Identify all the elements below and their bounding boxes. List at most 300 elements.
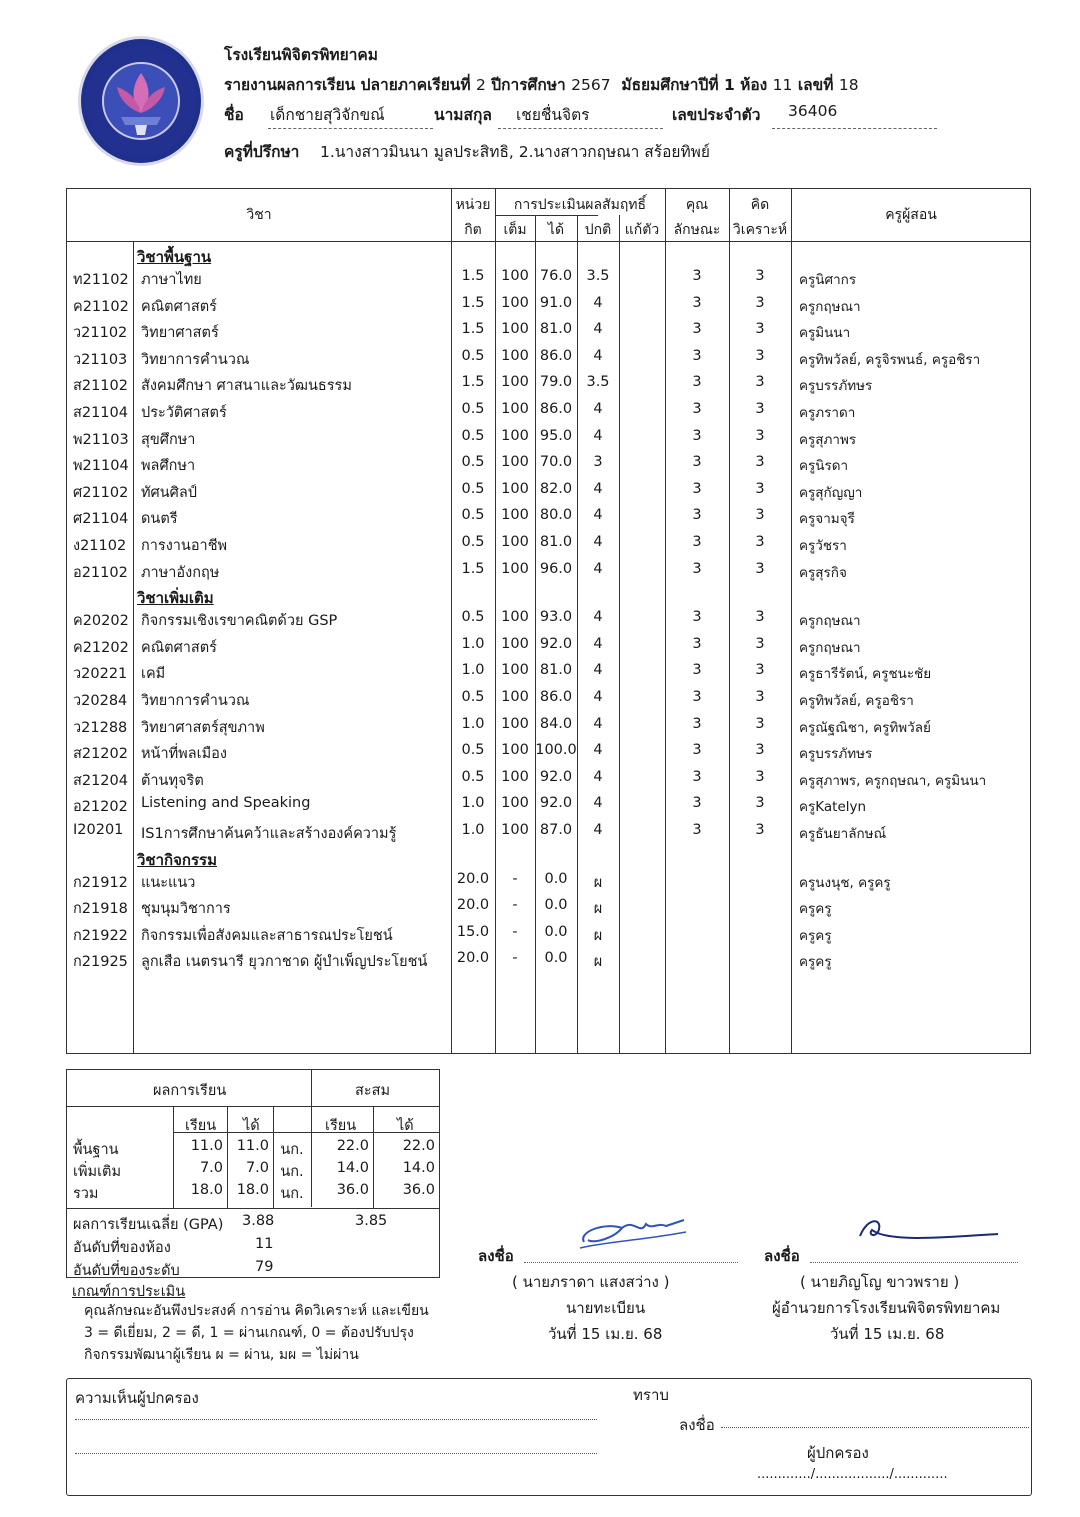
cell-grade: 4 (593, 347, 603, 364)
cell-grade: 4 (593, 715, 603, 732)
director-name: ( นายภิญโญ ขาวพราย ) (800, 1273, 960, 1291)
cell-char: 3 (692, 662, 702, 679)
cell-credit: 0.5 (461, 401, 485, 417)
summary-box (66, 1069, 440, 1278)
parent-comment-line-2[interactable] (75, 1453, 597, 1454)
cell-credit: 0.5 (461, 742, 485, 759)
cell-code: ส21204 (73, 772, 128, 789)
cell-think: 3 (755, 689, 765, 705)
student-surname: เชยชื่นจิตร (516, 106, 590, 124)
cell-teacher: ครูสุภาพร, ครูกฤษณา, ครูมินนา (799, 772, 987, 789)
cell-teacher: ครูณัฐณิชา, ครูทิพวัลย์ (799, 719, 931, 736)
cum-study-label: เรียน (325, 1118, 357, 1134)
cell-name: IS1การศึกษาค้นคว้าและสร้างองค์ความรู้ (141, 826, 397, 842)
table-row (67, 686, 1030, 712)
level-label: มัธยมศึกษาปีที่ (621, 76, 719, 94)
cell-teacher: ครูกฤษณา (799, 613, 861, 630)
parent-sign-line[interactable] (721, 1427, 1029, 1428)
header-assessment: การประเมินผลสัมฤทธิ์ (513, 197, 647, 213)
cell-name: วิทยาศาสตร์ (141, 325, 219, 342)
cell-char: 3 (692, 534, 702, 550)
cell-full: 100 (501, 742, 529, 759)
name-dotted-line (268, 128, 433, 129)
cell-char: 3 (692, 560, 702, 577)
cell-name: กิจกรรมเพื่อสังคมและสาธารณประโยชน์ (141, 927, 393, 944)
header-teacher: ครูผู้สอน (885, 207, 937, 223)
id-dotted-line (772, 128, 937, 129)
cell-think: 3 (755, 347, 765, 364)
cell-full: - (512, 923, 518, 940)
summary-cum-study-value: 14.0 (336, 1160, 369, 1176)
cell-got: 0.0 (544, 923, 568, 940)
registrar-signature-icon (574, 1212, 690, 1254)
cell-got: 76.0 (539, 268, 573, 284)
cell-grade: ผ (593, 954, 603, 971)
cell-got: 95.0 (539, 427, 573, 444)
cell-got: 100.0 (535, 742, 577, 759)
cell-credit: 1.5 (461, 321, 485, 338)
cell-name: ต้านทุจริต (141, 772, 204, 789)
parent-comment-box (66, 1378, 1032, 1496)
header-char-2: ลักษณะ (673, 222, 721, 238)
section-title: วิชาพื้นฐาน (137, 248, 212, 266)
cell-name: ลูกเสือ เนตรนารี ยุวกาชาด ผู้บำเพ็ญประโยชน์ (141, 954, 428, 971)
table-row (67, 265, 1030, 291)
cell-got: 86.0 (539, 401, 573, 417)
cell-code: ก21918 (73, 901, 128, 918)
cell-char: 3 (692, 715, 702, 732)
cell-credit: 0.5 (461, 454, 485, 471)
director-sign-line (810, 1262, 1018, 1263)
table-row (67, 633, 1030, 659)
table-row (67, 606, 1030, 632)
cell-code: ก21925 (73, 954, 128, 971)
cell-name: ชุมนุมวิชาการ (141, 901, 231, 918)
cell-grade: ผ (593, 901, 603, 918)
cell-got: 86.0 (539, 347, 573, 364)
summary-cum-study-value: 36.0 (336, 1182, 369, 1198)
table-row (67, 371, 1030, 397)
cell-teacher: ครูจามจุรี (799, 511, 855, 528)
cell-credit: 20.0 (456, 950, 490, 967)
cell-credit: 1.5 (461, 374, 485, 391)
cell-name: ภาษาอังกฤษ (141, 564, 220, 581)
cell-think: 3 (755, 795, 765, 812)
cell-char: 3 (692, 374, 702, 391)
cell-grade: 4 (593, 294, 603, 311)
summary-row-label: เพิ่มเติม (73, 1164, 122, 1180)
cell-char: 3 (692, 635, 702, 652)
cell-teacher: ครูสุกัญญา (799, 484, 863, 501)
cell-code: ก21912 (73, 874, 128, 891)
cell-char: 3 (692, 427, 702, 444)
cell-got: 79.0 (539, 374, 573, 391)
cell-name: สุขศึกษา (141, 431, 196, 448)
cell-code: ค21202 (73, 639, 129, 656)
cell-grade: 4 (593, 689, 603, 705)
cell-code: ค20202 (73, 613, 129, 630)
number-label: เลขที่ (797, 76, 834, 94)
cell-teacher: ครูครู (799, 954, 832, 971)
header-fix: แก้ตัว (624, 222, 660, 238)
director-date: วันที่ 15 เม.ย. 68 (830, 1325, 945, 1343)
cell-credit: 0.5 (461, 507, 485, 524)
summary-unit: นก. (280, 1142, 304, 1158)
cell-grade: 4 (593, 560, 603, 577)
header-subject: วิชา (246, 207, 272, 223)
cell-code: ง21102 (73, 538, 127, 554)
header-char-1: คุณ (685, 197, 709, 213)
parent-date-line[interactable]: ............./................../............. (757, 1467, 948, 1482)
cell-name: ดนตรี (141, 511, 178, 528)
cell-credit: 20.0 (456, 897, 490, 914)
cell-grade: 4 (593, 480, 603, 497)
cell-got: 0.0 (544, 950, 568, 967)
cell-full: 100 (501, 534, 529, 550)
section-title: วิชากิจกรรม (137, 850, 217, 869)
cumulative-label: สะสม (355, 1083, 391, 1099)
cell-think: 3 (755, 560, 765, 577)
cell-name: วิทยาการคำนวณ (141, 351, 250, 368)
table-row (67, 659, 1030, 685)
cell-teacher: ครูKatelyn (799, 799, 867, 816)
cell-code: ส21104 (73, 405, 128, 421)
cell-code: อ21102 (73, 564, 128, 581)
cell-code: ว21103 (73, 351, 128, 368)
cell-got: 82.0 (539, 480, 573, 497)
table-row (67, 292, 1030, 318)
cell-grade: 4 (593, 662, 603, 679)
table-row (67, 792, 1030, 818)
cell-think: 3 (755, 321, 765, 338)
parent-ack-label: ทราบ (633, 1386, 669, 1404)
cell-got: 86.0 (539, 689, 573, 705)
cell-teacher: ครูนิรดา (799, 458, 849, 475)
name-label: ชื่อ (224, 106, 244, 124)
header-credit-2: กิต (464, 222, 482, 238)
cell-name: ทัศนศิลป์ (141, 484, 197, 501)
table-row (67, 713, 1030, 739)
cell-think: 3 (755, 742, 765, 759)
advisor-names: 1.นางสาวมินนา มูลประสิทธิ, 2.นางสาวกฤษณา สร้อยทิพย์ (320, 143, 710, 161)
cell-got: 92.0 (539, 768, 573, 785)
cell-grade: 4 (593, 534, 603, 550)
summary-got-value: 7.0 (245, 1160, 269, 1176)
cell-credit: 0.5 (461, 534, 485, 550)
cell-grade: 4 (593, 822, 603, 838)
rank-room-label: อันดับที่ของห้อง (73, 1240, 171, 1256)
table-row (67, 318, 1030, 344)
got-label: ได้ (243, 1118, 260, 1134)
cell-name: กิจกรรมเชิงเรขาคณิตด้วย GSP (141, 613, 338, 630)
cell-teacher: ครูสุภาพร (799, 431, 857, 448)
cell-full: 100 (501, 294, 529, 311)
cell-name: ประวัติศาสตร์ (141, 405, 227, 421)
cell-credit: 0.5 (461, 768, 485, 785)
number-value: 18 (838, 76, 859, 94)
table-row (67, 504, 1030, 530)
registrar-name: ( นายภราดา แสงสว่าง ) (512, 1273, 670, 1291)
cell-code: ค21102 (73, 298, 129, 315)
cell-full: 100 (501, 427, 529, 444)
cell-name: พลศึกษา (141, 458, 196, 475)
header-bottom-line (67, 241, 1030, 242)
cell-char: 3 (692, 768, 702, 785)
director-sign-text: ลงชื่อ (764, 1247, 800, 1265)
parent-comment-line-1[interactable] (75, 1419, 597, 1420)
cell-credit: 0.5 (461, 609, 485, 626)
school-name: โรงเรียนพิจิตรพิทยาคม (224, 46, 379, 64)
cell-got: 80.0 (539, 507, 573, 524)
cell-full: 100 (501, 715, 529, 732)
results-label: ผลการเรียน (153, 1083, 227, 1099)
cell-credit: 0.5 (461, 347, 485, 364)
summary-got-value: 18.0 (236, 1182, 269, 1198)
cell-grade: 4 (593, 768, 603, 785)
surname-dotted-line (498, 128, 663, 129)
cell-think: 3 (755, 427, 765, 444)
cell-full: 100 (501, 321, 529, 338)
cell-think: 3 (755, 534, 765, 550)
student-id-label: เลขประจำตัว (672, 106, 761, 124)
level-value: 1 (723, 76, 735, 94)
cell-grade: 3 (593, 454, 603, 471)
header-got: ได้ (547, 222, 565, 238)
header-think-1: คิด (750, 197, 770, 213)
cell-char: 3 (692, 689, 702, 705)
cell-think: 3 (755, 507, 765, 524)
cell-teacher: ครูบรรภัทษร (799, 746, 873, 763)
cell-think: 3 (755, 454, 765, 471)
cell-full: 100 (501, 662, 529, 679)
cell-got: 84.0 (539, 715, 573, 732)
cell-name: แนะแนว (141, 874, 196, 891)
cell-got: 0.0 (544, 870, 568, 887)
rank-level-value: 79 (255, 1259, 274, 1275)
cell-char: 3 (692, 795, 702, 812)
cell-teacher: ครูครู (799, 927, 832, 944)
summary-cum-got-value: 22.0 (402, 1138, 435, 1154)
study-label: เรียน (185, 1118, 217, 1134)
cell-credit: 0.5 (461, 480, 485, 497)
cell-full: - (512, 897, 518, 914)
cell-teacher: ครูสุรกิจ (799, 564, 847, 581)
criteria-line-3: กิจกรรมพัฒนาผู้เรียน ผ = ผ่าน, มผ = ไม่ผ่าน (84, 1347, 359, 1363)
lotus-emblem-icon (81, 39, 201, 163)
cell-name: Listening and Speaking (141, 795, 311, 812)
cell-full: 100 (501, 822, 529, 838)
cell-think: 3 (755, 609, 765, 626)
cell-think: 3 (755, 268, 765, 284)
cell-think: 3 (755, 294, 765, 311)
header-think-2: วิเคราะห์ (732, 222, 788, 238)
cell-code: ว20284 (73, 693, 128, 709)
cell-teacher: ครูนงนุช, ครูครู (799, 874, 891, 891)
student-name: เด็กชายสุวิจักขณ์ (270, 106, 385, 124)
cell-teacher: ครูมินนา (799, 325, 851, 342)
cell-name: วิทยาศาสตร์สุขภาพ (141, 719, 265, 736)
report-title-prefix: รายงานผลการเรียน ปลายภาคเรียนที่ (224, 76, 471, 94)
cell-code: ว21102 (73, 325, 128, 342)
cell-code: ส21102 (73, 378, 128, 395)
cell-got: 93.0 (539, 609, 573, 626)
cell-credit: 1.5 (461, 560, 485, 577)
summary-header-line (67, 1106, 439, 1107)
cell-full: - (512, 870, 518, 887)
parent-comment-label: ความเห็นผู้ปกครอง (75, 1389, 199, 1407)
registrar-role: นายทะเบียน (566, 1299, 646, 1317)
cell-full: 100 (501, 560, 529, 577)
cell-think: 3 (755, 635, 765, 652)
cell-char: 3 (692, 294, 702, 311)
cell-char: 3 (692, 454, 702, 471)
table-row (67, 558, 1030, 584)
summary-mid-line (67, 1208, 439, 1209)
summary-study-value: 18.0 (190, 1182, 223, 1198)
cell-credit: 1.0 (461, 635, 485, 652)
registrar-sign-line (524, 1262, 738, 1263)
criteria-title: เกณฑ์การประเมิน (72, 1284, 186, 1300)
cell-code: พ21104 (73, 458, 129, 475)
cell-teacher: ครูครู (799, 901, 832, 918)
summary-study-value: 7.0 (199, 1160, 223, 1176)
cell-char: 3 (692, 609, 702, 626)
school-logo (78, 36, 204, 166)
cell-got: 92.0 (539, 795, 573, 812)
cell-code: อ21202 (73, 799, 128, 816)
cell-full: 100 (501, 689, 529, 705)
cell-got: 0.0 (544, 897, 568, 914)
cell-think: 3 (755, 715, 765, 732)
cell-teacher: ครูธันยาลักษณ์ (799, 826, 887, 842)
cell-think: 3 (755, 374, 765, 391)
cell-code: ท21102 (73, 272, 129, 288)
cell-code: พ21103 (73, 431, 129, 448)
cell-code: ศ21104 (73, 511, 129, 528)
cell-name: วิทยาการคำนวณ (141, 693, 250, 709)
cell-credit: 20.0 (456, 870, 490, 887)
director-signature-icon (838, 1212, 1010, 1248)
cell-code: ก21922 (73, 927, 128, 944)
cell-teacher: ครูนิศากร (799, 272, 857, 288)
room-value: 11 (772, 76, 793, 94)
cell-char: 3 (692, 507, 702, 524)
cell-code: I20201 (73, 822, 124, 838)
cell-grade: 4 (593, 321, 603, 338)
cell-grade: 4 (593, 507, 603, 524)
cell-grade: ผ (593, 927, 603, 944)
cell-teacher: ครูทิพวัลย์, ครูอชิรา (799, 693, 914, 709)
director-sign-label (764, 1244, 800, 1268)
student-id: 36406 (788, 102, 838, 120)
summary-cum-got-value: 36.0 (402, 1182, 435, 1198)
registrar-sign-label (478, 1244, 514, 1268)
rank-room-value: 11 (255, 1236, 274, 1252)
cum-got-label: ได้ (397, 1118, 414, 1134)
table-row (67, 425, 1030, 451)
registrar-sign-text: ลงชื่อ (478, 1247, 514, 1265)
cell-credit: 0.5 (461, 427, 485, 444)
cell-name: ภาษาไทย (141, 272, 202, 288)
report-title-line (224, 72, 859, 97)
cell-got: 92.0 (539, 635, 573, 652)
cell-grade: 4 (593, 742, 603, 759)
summary-cum-study-value: 22.0 (336, 1138, 369, 1154)
cell-teacher: ครูบรรภัทษร (799, 378, 873, 395)
cell-teacher: ครูธารีรัตน์, ครูชนะชัย (799, 666, 932, 683)
table-row (67, 739, 1030, 765)
summary-cum-got-value: 14.0 (402, 1160, 435, 1176)
cell-think: 3 (755, 768, 765, 785)
director-role: ผู้อำนวยการโรงเรียนพิจิตรพิทยาคม (772, 1299, 1001, 1317)
cell-teacher: ครูภราดา (799, 405, 856, 421)
cell-teacher: ครูทิพวัลย์, ครูจิรพนธ์, ครูอชิรา (799, 351, 981, 368)
cell-grade: 4 (593, 795, 603, 812)
cell-full: 100 (501, 268, 529, 284)
cell-char: 3 (692, 268, 702, 284)
table-row (67, 531, 1030, 557)
cell-code: ว21288 (73, 719, 128, 736)
table-row (67, 868, 1030, 894)
table-row (67, 398, 1030, 424)
cell-full: 100 (501, 401, 529, 417)
gpa-label: ผลการเรียนเฉลี่ย (GPA) (73, 1217, 224, 1233)
cell-code: ว20221 (73, 666, 128, 683)
cell-credit: 1.0 (461, 795, 485, 812)
cell-full: 100 (501, 635, 529, 652)
cell-char: 3 (692, 480, 702, 497)
cell-got: 81.0 (539, 534, 573, 550)
header-credit-1: หน่วย (455, 197, 491, 213)
table-row (67, 947, 1030, 973)
surname-label: นามสกุล (434, 106, 492, 124)
cell-char: 3 (692, 347, 702, 364)
table-row (67, 451, 1030, 477)
summary-row-label: รวม (73, 1186, 99, 1202)
cell-name: หน้าที่พลเมือง (141, 746, 227, 763)
cell-credit: 1.0 (461, 822, 485, 838)
cell-credit: 1.5 (461, 268, 485, 284)
cell-teacher: ครูวัชรา (799, 538, 847, 554)
cell-char: 3 (692, 321, 702, 338)
cell-full: - (512, 950, 518, 967)
cell-grade: 3.5 (586, 268, 610, 284)
cell-full: 100 (501, 768, 529, 785)
cell-full: 100 (501, 795, 529, 812)
table-row (67, 766, 1030, 792)
header-full: เต็ม (503, 222, 527, 238)
cell-teacher: ครูกฤษณา (799, 639, 861, 656)
cell-grade: 4 (593, 427, 603, 444)
cell-full: 100 (501, 480, 529, 497)
rank-level-label: อันดับที่ของระดับ (73, 1263, 180, 1279)
cell-got: 96.0 (539, 560, 573, 577)
cell-got: 87.0 (539, 822, 573, 838)
summary-row-label: พื้นฐาน (73, 1142, 119, 1158)
parent-role: ผู้ปกครอง (807, 1444, 869, 1462)
cell-credit: 1.0 (461, 662, 485, 679)
summary-got-value: 11.0 (236, 1138, 269, 1154)
cell-name: เคมี (141, 666, 166, 683)
table-row (67, 345, 1030, 371)
cell-code: ส21202 (73, 746, 128, 763)
cell-think: 3 (755, 401, 765, 417)
cell-full: 100 (501, 374, 529, 391)
parent-sign-text: ลงชื่อ (679, 1416, 715, 1434)
cell-grade: 4 (593, 401, 603, 417)
cell-think: 3 (755, 822, 765, 838)
criteria-line-1: คุณลักษณะอันพึงประสงค์ การอ่าน คิดวิเคราะห์ และเขียน (84, 1303, 429, 1319)
